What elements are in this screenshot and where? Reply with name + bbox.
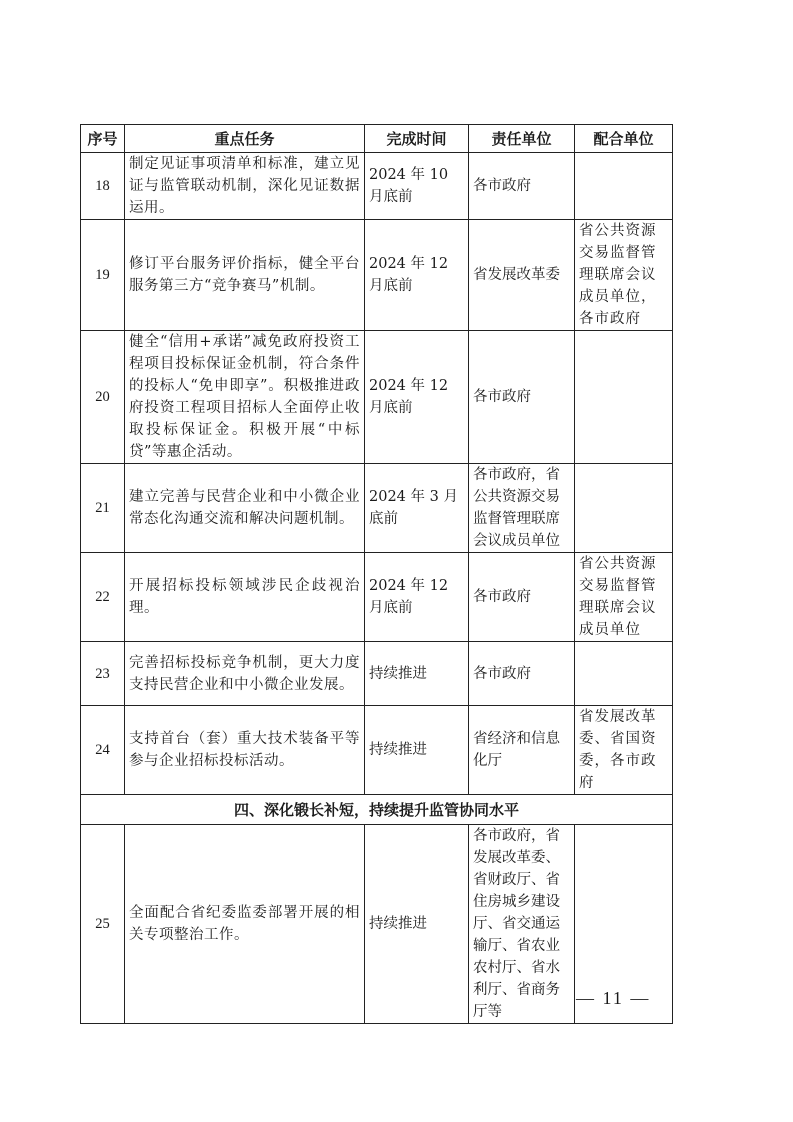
row-coop <box>575 331 673 464</box>
row-task: 支持首台（套）重大技术装备平等参与企业招标投标活动。 <box>125 706 365 795</box>
row-time: 持续推进 <box>365 642 469 706</box>
row-time: 持续推进 <box>365 706 469 795</box>
row-resp: 省发展改革委 <box>469 220 575 331</box>
table-row <box>81 153 673 220</box>
row-resp: 各市政府 <box>469 553 575 642</box>
row-num: 21 <box>81 464 125 553</box>
row-time: 2024 年 12 月底前 <box>365 220 469 331</box>
table-row <box>81 464 673 553</box>
row-time: 2024 年 12 月底前 <box>365 331 469 464</box>
row-coop: 省公共资源交易监督管理联席会议成员单位，各市政府 <box>575 220 673 331</box>
table-header-row <box>81 125 673 153</box>
section-row <box>81 795 673 825</box>
row-coop <box>575 464 673 553</box>
row-time: 2024 年 12 月底前 <box>365 553 469 642</box>
row-time: 2024 年 3 月底前 <box>365 464 469 553</box>
row-time: 持续推进 <box>365 825 469 1024</box>
row-task: 修订平台服务评价指标，健全平台服务第三方“竞争赛马”机制。 <box>125 220 365 331</box>
table-row <box>81 331 673 464</box>
tasks-table <box>80 124 673 1024</box>
row-resp: 各市政府 <box>469 331 575 464</box>
row-task: 开展招标投标领域涉民企歧视治理。 <box>125 553 365 642</box>
row-num: 23 <box>81 642 125 706</box>
row-coop <box>575 153 673 220</box>
table-row <box>81 553 673 642</box>
row-task: 制定见证事项清单和标准，建立见证与监管联动机制，深化见证数据运用。 <box>125 153 365 220</box>
table-row <box>81 706 673 795</box>
row-num: 18 <box>81 153 125 220</box>
page-number: — 11 — <box>576 988 651 1008</box>
row-resp: 各市政府，省发展改革委、省财政厅、省住房城乡建设厅、省交通运输厅、省农业农村厅、省水利厅、省商务厅等 <box>469 825 575 1024</box>
row-num: 20 <box>81 331 125 464</box>
row-time: 2024 年 10 月底前 <box>365 153 469 220</box>
table-row <box>81 220 673 331</box>
row-num: 24 <box>81 706 125 795</box>
row-task: 建立完善与民营企业和中小微企业常态化沟通交流和解决问题机制。 <box>125 464 365 553</box>
header-time: 完成时间 <box>365 125 469 153</box>
row-coop: 省发展改革委、省国资委，各市政府 <box>575 706 673 795</box>
row-num: 22 <box>81 553 125 642</box>
row-task: 健全“信用+承诺”减免政府投资工程项目投标保证金机制，符合条件的投标人“免申即享”。积极推进政府投资工程项目招标人全面停止收取投标保证金。积极开展“中标贷”等惠企活动。 <box>125 331 365 464</box>
row-task: 全面配合省纪委监委部署开展的相关专项整治工作。 <box>125 825 365 1024</box>
header-resp: 责任单位 <box>469 125 575 153</box>
row-resp: 各市政府 <box>469 153 575 220</box>
header-task: 重点任务 <box>125 125 365 153</box>
header-coop: 配合单位 <box>575 125 673 153</box>
row-num: 19 <box>81 220 125 331</box>
row-coop <box>575 642 673 706</box>
row-resp: 各市政府 <box>469 642 575 706</box>
header-num: 序号 <box>81 125 125 153</box>
row-resp: 省经济和信息化厅 <box>469 706 575 795</box>
row-resp: 各市政府，省公共资源交易监督管理联席会议成员单位 <box>469 464 575 553</box>
row-coop: 省公共资源交易监督管理联席会议成员单位 <box>575 553 673 642</box>
row-task: 完善招标投标竞争机制，更大力度支持民营企业和中小微企业发展。 <box>125 642 365 706</box>
table-row <box>81 642 673 706</box>
row-num: 25 <box>81 825 125 1024</box>
section-title: 四、深化锻长补短，持续提升监管协同水平 <box>81 795 673 825</box>
